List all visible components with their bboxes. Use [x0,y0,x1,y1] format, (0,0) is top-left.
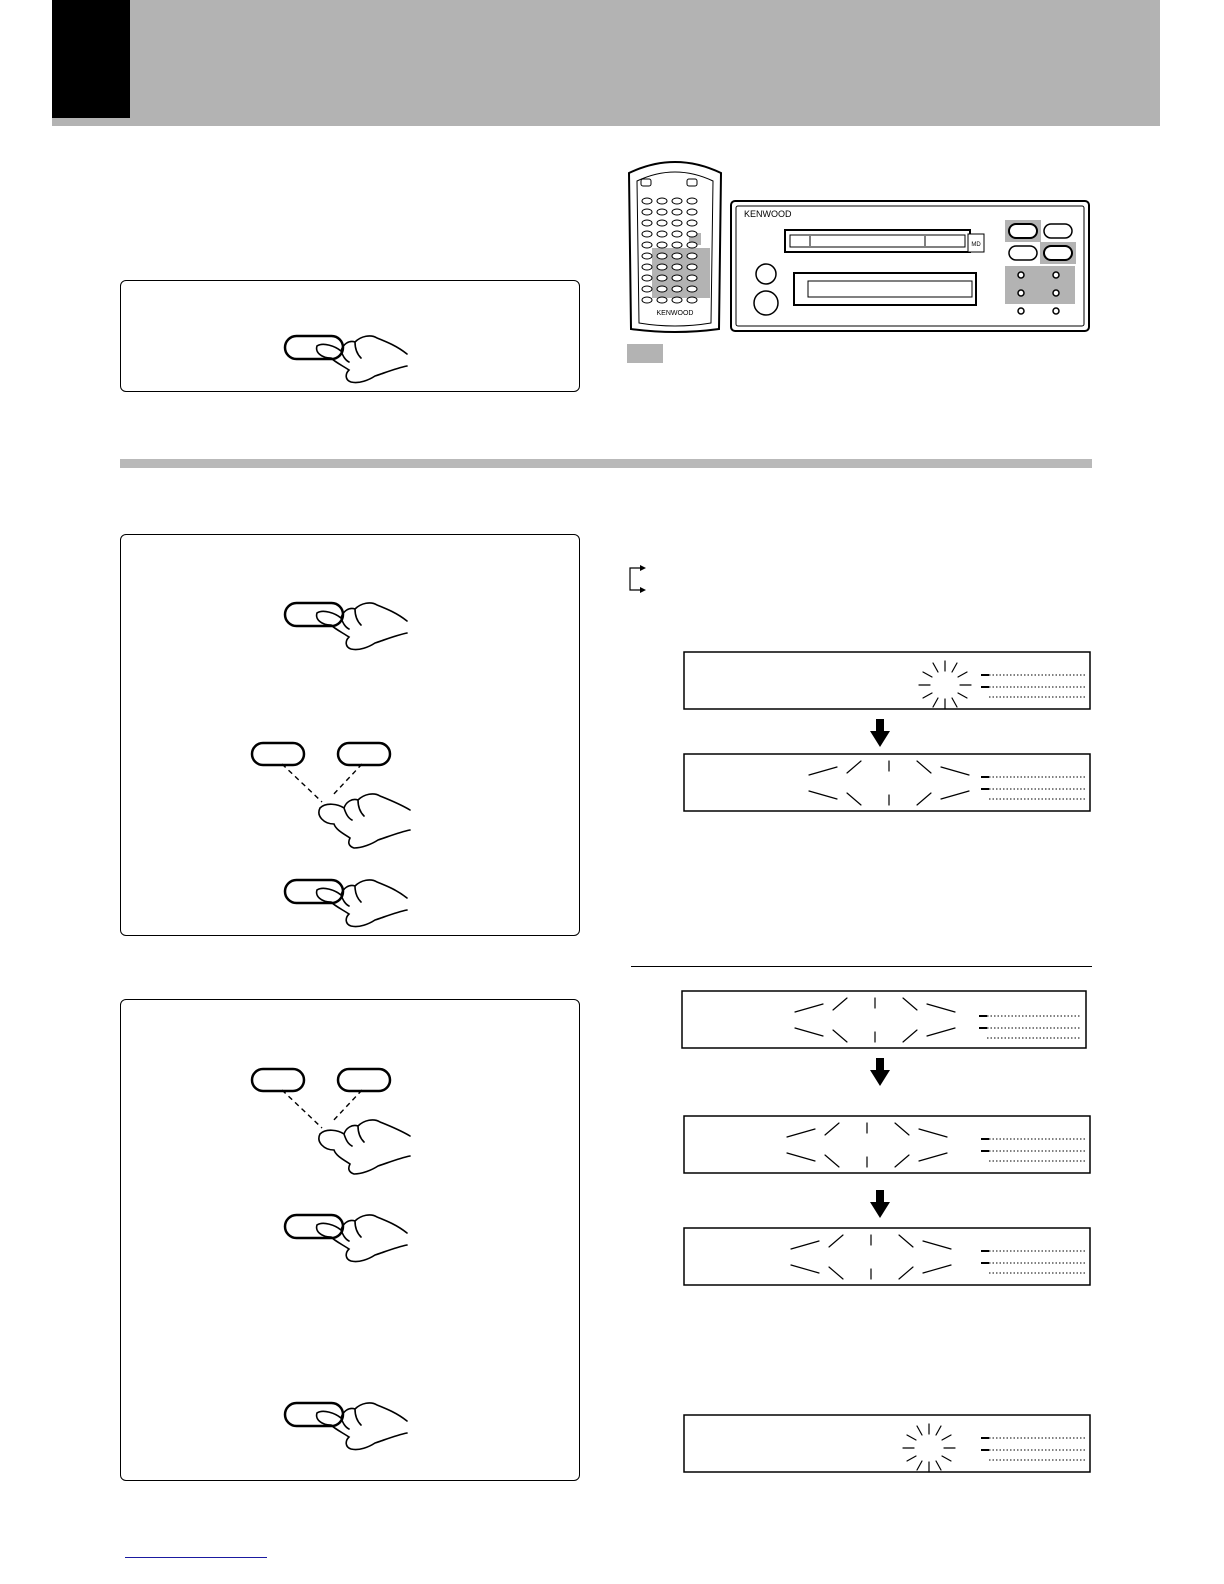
legend-swatch [627,344,663,363]
svg-text:MD: MD [971,242,981,248]
remote-key [642,297,652,303]
md-deck-illustration [730,200,1090,332]
loop-arrow-icon [624,562,650,596]
remote-key [687,209,697,215]
remote-key [672,198,682,204]
svg-text:KENWOOD: KENWOOD [656,310,694,317]
display-burst-wide [681,990,1089,1050]
remote-key [672,264,682,270]
remote-key [642,209,652,215]
remote-key [642,253,652,259]
remote-key [687,220,697,226]
header-band [52,0,1160,126]
remote-key [642,286,652,292]
remote-key [672,242,682,248]
remote-key [657,297,667,303]
remote-key [642,220,652,226]
remote-key [672,209,682,215]
remote-key [687,253,697,259]
header-tab [52,0,130,118]
remote-key [687,275,697,281]
down-arrow-icon [870,719,890,747]
footer-link-underline [125,1557,267,1558]
remote-key [687,198,697,204]
remote-key [687,286,697,292]
remote-key [672,220,682,226]
remote-key [657,242,667,248]
two-button-hand-icon [250,1066,420,1171]
column-divider-line [631,966,1092,967]
remote-key [657,286,667,292]
down-arrow-icon [870,1190,890,1218]
pressing-hand-icon [283,332,413,402]
display-burst-small [683,651,1091,711]
remote-control-illustration [627,155,723,335]
remote-key [657,198,667,204]
remote-key [657,231,667,237]
remote-key [642,231,652,237]
remote-key [687,264,697,270]
remote-key [672,275,682,281]
remote-key [657,264,667,270]
remote-key [672,253,682,259]
pressing-hand-icon [283,1211,413,1281]
remote-key [672,286,682,292]
pressing-hand-icon [283,876,413,946]
display-burst-wide [683,1227,1091,1287]
section-divider [120,459,1092,468]
remote-key [672,297,682,303]
remote-key [657,209,667,215]
remote-key [657,275,667,281]
remote-key [642,198,652,204]
pressing-hand-icon [283,599,413,669]
down-arrow-icon [870,1058,890,1086]
pressing-hand-icon [283,1399,413,1469]
display-burst-wide [683,1115,1091,1175]
display-burst-small [683,1414,1091,1474]
remote-key [657,253,667,259]
remote-key [687,242,697,248]
remote-key [687,231,697,237]
remote-key [642,264,652,270]
remote-key [657,220,667,226]
two-button-hand-icon [250,740,420,845]
remote-key [672,231,682,237]
remote-key [687,297,697,303]
display-burst-wide [683,753,1091,813]
remote-key [642,242,652,248]
svg-text:KENWOOD: KENWOOD [744,209,792,219]
remote-key [642,275,652,281]
